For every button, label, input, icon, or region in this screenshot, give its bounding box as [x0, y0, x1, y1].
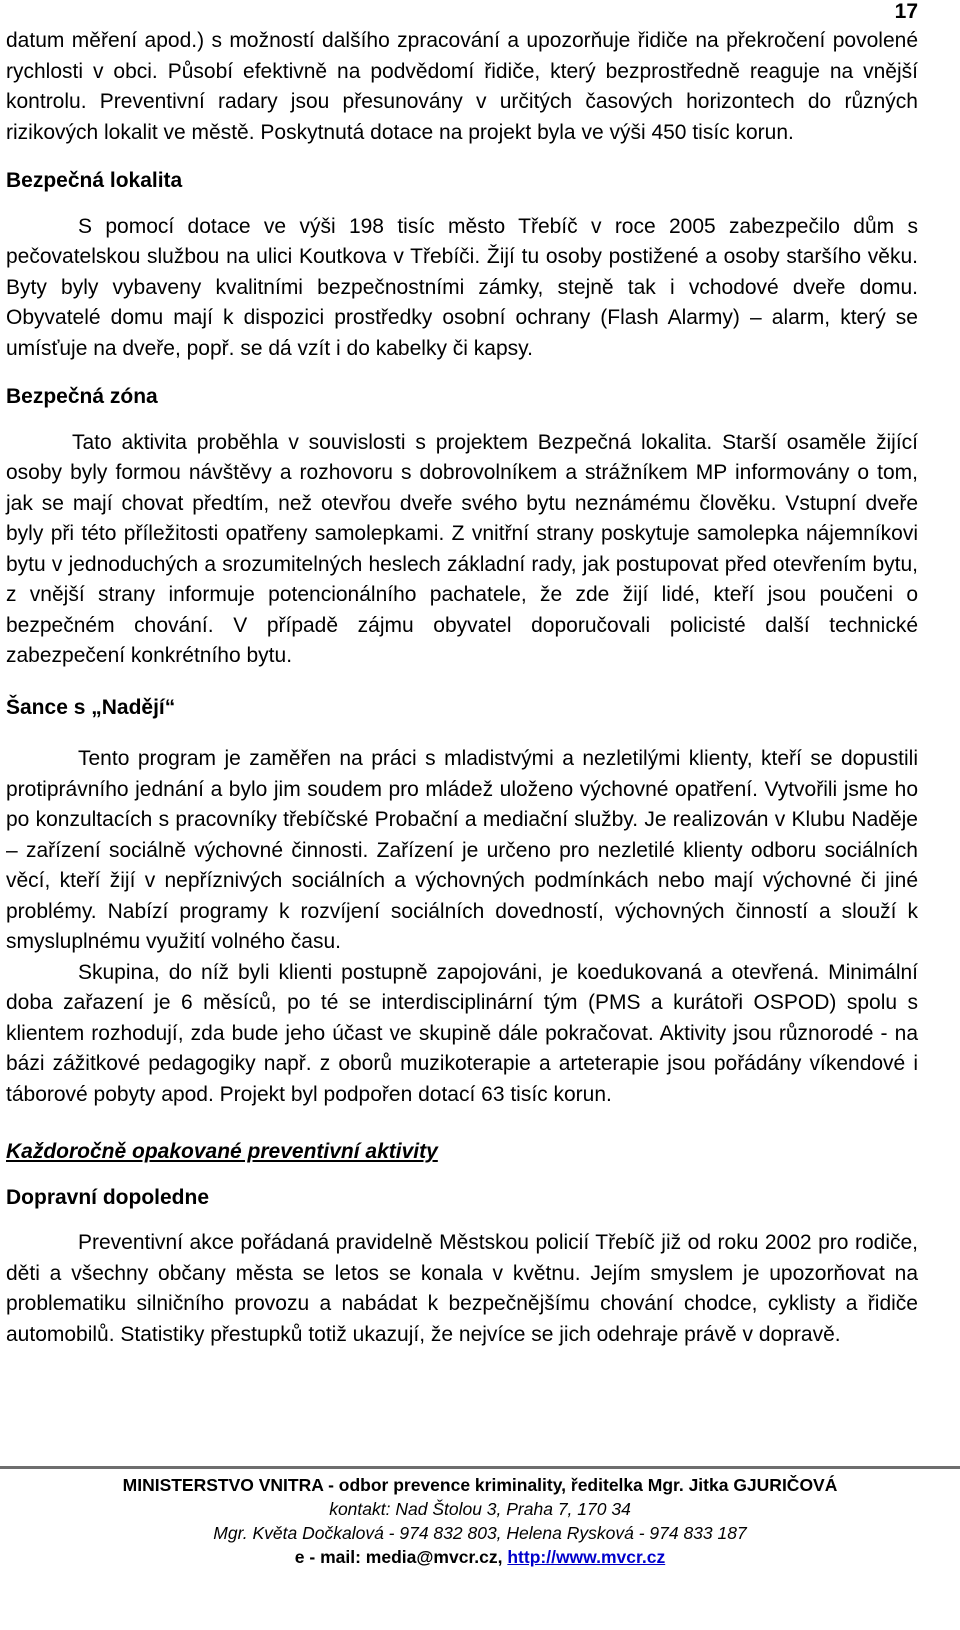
paragraph-dopravni: Preventivní akce pořádaná pravidelně Městskou policií Třebíč již od roku 2002 pro rodiče, děti a všechny občany města se letos se konala v květnu. Jejím smyslem je upozorňovat na problematiku silničního provozu a nabádat k bezpečnějšímu chování chodce, cyklisty a řidiče automobilů. Statistiky přestupků totiž ukazují, že nejvíce se jich odehraje právě v dopravě. [6, 1231, 918, 1346]
footer-email-line [0, 1545, 960, 1569]
heading-bezpecna-zona: Bezpečná zóna [6, 385, 158, 408]
footer-email-text: e - mail: media@mvcr.cz, [294, 1547, 508, 1567]
paragraph-lokalita: S pomocí dotace ve výši 198 tisíc město Třebíč v roce 2005 zabezpečilo dům s pečovatelskou službou na ulici Koutkova v Třebíči. Žijí tu osoby postižené a osoby staršího věku. Byty byly vybaveny kvalitními bezpečnostními zámky, stejně tak i vchodové dveře domu. Obyvatelé domu mají k dispozici prostředky osobní ochrany (Flash Alarmy) – alarm, který se umísťuje na dveře, popř. se dá vzít i do kabelky či kapsy. [6, 214, 918, 360]
heading-kazdorocne-aktivity: Každoročně opakované preventivní aktivity [6, 1140, 438, 1163]
footer-contact-line: kontakt: Nad Štolou 3, Praha 7, 170 34 [329, 1499, 631, 1519]
page-footer [0, 1466, 960, 1569]
footer-ministry-line: MINISTERSTVO VNITRA - odbor prevence kriminality, ředitelka Mgr. Jitka GJURIČOVÁ [122, 1475, 838, 1495]
paragraph-sance-2: Skupina, do níž byli klienti postupně zapojováni, je koedukovaná a otevřená. Minimální doba zařazení je 6 měsíců, po té se interdisciplinární tým (PMS a kurátoři OSPOD) spolu s klientem rozhodují, zda bude jeho účast ve skupině dále pokračovat. Aktivity jsou různorodé - na bázi zážitkové pedagogiky např. z oborů muzikoterapie a arteterapie jsou pořádány víkendové i táborové pobyty apod. Projekt byl podpořen dotací 63 tisíc korun. [6, 960, 918, 1106]
paragraph-sance-1: Tento program je zaměřen na práci s mladistvými a nezletilými klienty, kteří se dopustili protiprávního jednání a bylo jim soudem pro mládež uloženo výchovné opatření. Vytvořili jsme ho po konzultacích s pracovníky třebíčské Probační a mediační služby. Je realizován v Klubu Naděje – zařízení sociálně výchovné činnosti. Zařízení je určeno pro nezletilé klienty odboru sociálních věcí, kteří žijí v nepříznivých sociálních a výchovných podmínkách nebo mají výchovné či jiné problémy. Nabízí programy k rozvíjení sociálních dovedností, výchovných činností a slouží k smysluplnému využití volného času. [6, 747, 918, 953]
footer-phone-line: Mgr. Květa Dočkalová - 974 832 803, Helena Rysková - 974 833 187 [213, 1523, 747, 1543]
heading-bezpecna-lokalita: Bezpečná lokalita [6, 169, 183, 192]
paragraph-zona: Tato aktivita proběhla v souvislosti s projektem Bezpečná lokalita. Starší osaměle žijící osoby byly formou návštěvy a rozhovoru s dobrovolníkem a strážníkem MP informovány o tom, jak se mají chovat předtím, než otevřou dveře svého bytu neznámému člověku. Vstupní dveře byly při této příležitosti opatřeny samolepkami. Z vnitřní strany poskytuje samolepka nájemníkovi bytu v jednoduchých a srozumitelných heslech základní rady, jak postupovat před otevřením bytu, z vnější strany informuje potencionálního pachatele, že zde žijí lidé, kteří jsou poučeni o bezpečném chování. V případě zájmu obyvatel doporučovali policisté další technické zabezpečení konkrétního bytu. [6, 430, 918, 667]
page-number: 17 [894, 0, 918, 23]
footer-website-link[interactable]: http://www.mvcr.cz [507, 1547, 666, 1567]
document-body [6, 26, 918, 1350]
heading-sance-s-nadeji: Šance s „Nadějí“ [6, 695, 176, 719]
paragraph-intro: datum měření apod.) s možností dalšího zpracování a upozorňuje řidiče na překročení povolené rychlosti v obci. Působí efektivně na podvědomí řidiče, který bezprostředně reaguje na vnější kontrolu. Preventivní radary jsou přesunovány v určitých časových horizontech do různých rizikových lokalit ve městě. Poskytnutá dotace na projekt byla ve výši 450 tisíc korun. [6, 29, 918, 144]
heading-dopravni-dopoledne: Dopravní dopoledne [6, 1185, 210, 1209]
